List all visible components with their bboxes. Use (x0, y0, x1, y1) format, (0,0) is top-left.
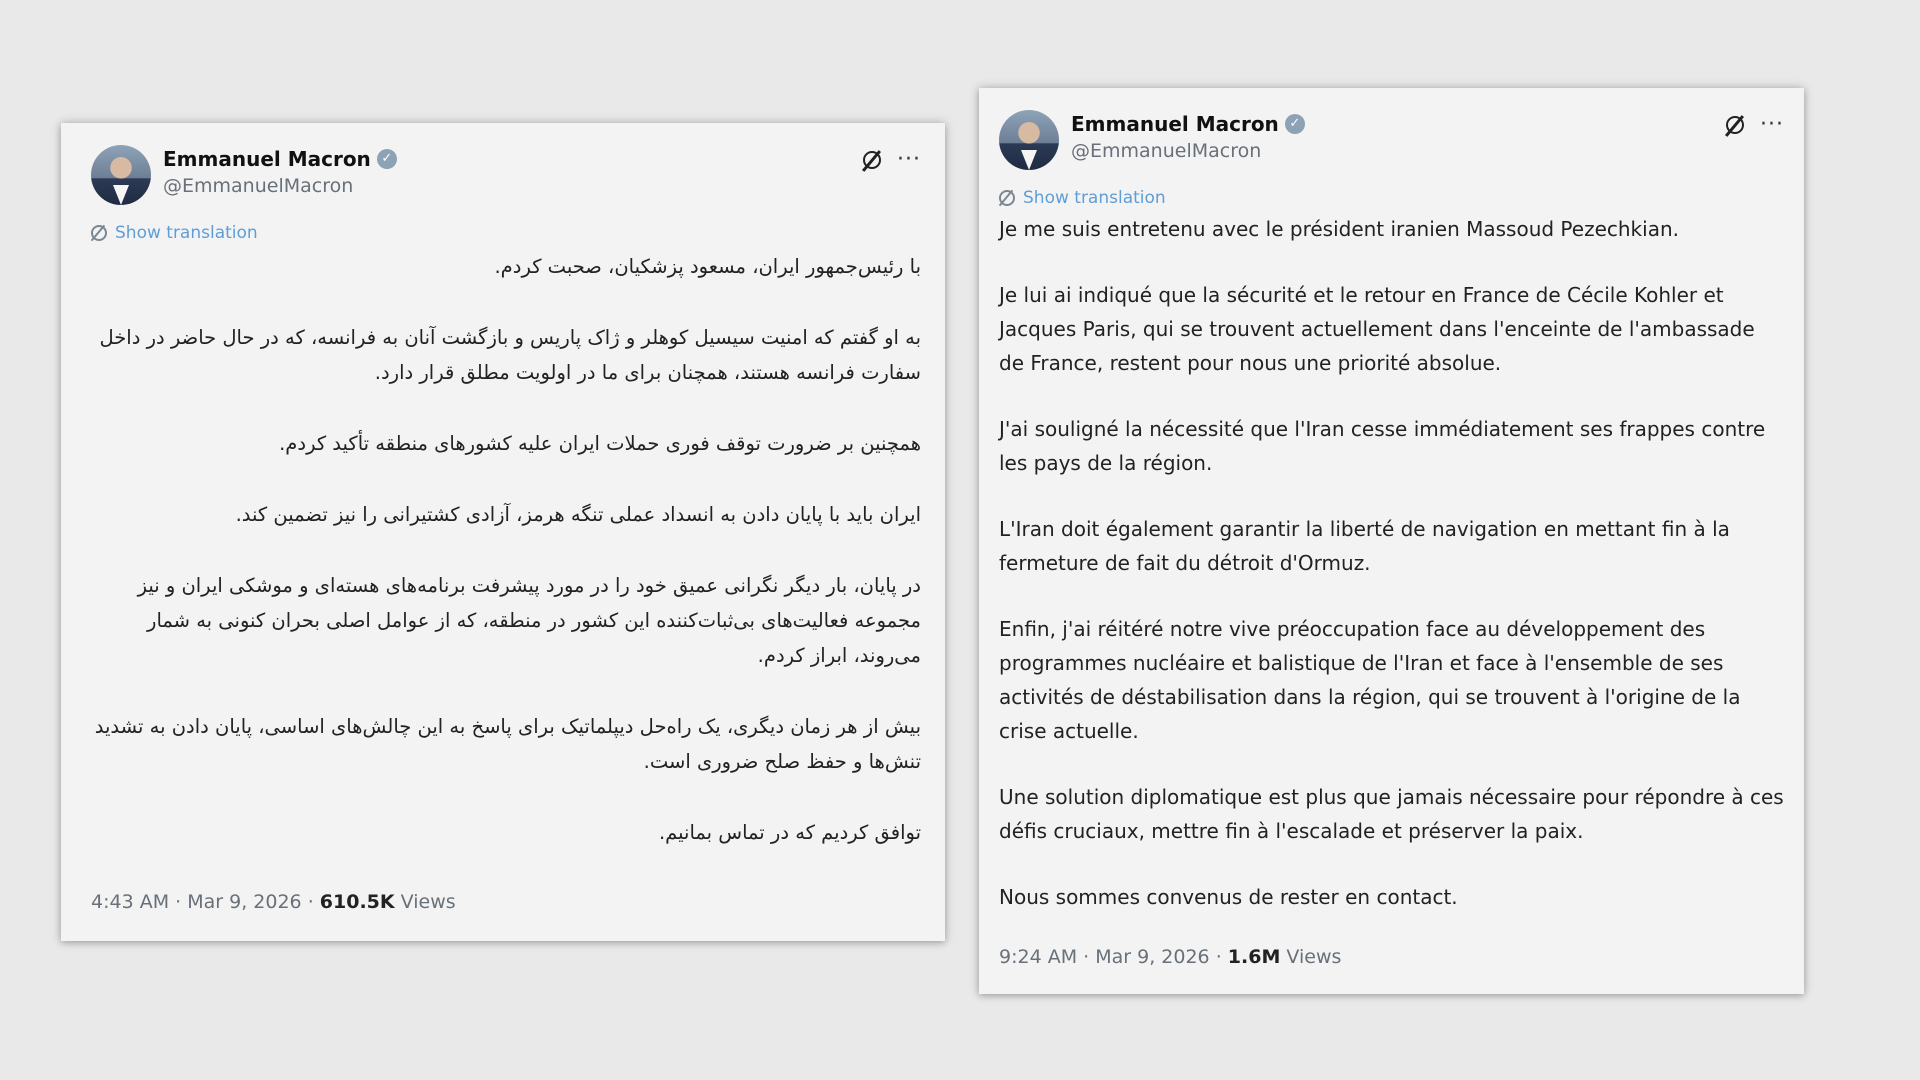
author-block (163, 147, 397, 197)
post-paragraph: بیش از هر زمان دیگری، یک راه‌حل دیپلماتیک برای پاسخ به این چالش‌های اساسی، پایان دادن به تشدید تنش‌ها و حفظ صلح ضروری است. (94, 715, 921, 773)
grok-icon[interactable] (863, 151, 881, 169)
post-paragraph: همچنین بر ضرورت توقف فوری حملات ایران علیه کشورهای منطقه تأکید کردم. (279, 432, 921, 455)
translate-icon (999, 190, 1015, 206)
post-paragraph: ایران باید با پایان دادن به انسداد عملی تنگه هرمز، آزادی کشتیرانی را نیز تضمین کند. (235, 503, 921, 526)
views-count: 610.5K (319, 891, 395, 913)
post-header (91, 145, 921, 211)
post-card-persian (61, 123, 945, 941)
post-paragraph: Une solution diplomatique est plus que jamais nécessaire pour répondre à ces défis cruciaux, mettre fin à l'escalade et préserver la paix. (999, 785, 1784, 843)
post-text (91, 249, 921, 850)
show-translation-link[interactable]: Show translation (115, 223, 258, 243)
author-name[interactable]: Emmanuel Macron (163, 147, 371, 171)
avatar[interactable] (91, 145, 151, 205)
post-card-french (979, 88, 1804, 994)
grok-icon[interactable] (1726, 116, 1744, 134)
verified-badge-icon: ✓ (377, 149, 397, 169)
avatar[interactable] (999, 110, 1059, 170)
author-handle[interactable]: @EmmanuelMacron (163, 175, 354, 197)
post-date[interactable]: Mar 9, 2026 (187, 891, 302, 913)
post-text (999, 212, 1784, 914)
post-paragraph: توافق کردیم که در تماس بمانیم. (658, 821, 921, 844)
post-paragraph: در پایان، بار دیگر نگرانی عمیق خود را در مورد پیشرفت برنامه‌های هسته‌ای و موشکی ایران و نیز مجموعه فعالیت‌های بی‌ثبات‌کننده این کشور در منطقه، که از عوامل اصلی بحران کنونی به شمار می‌روند، ابراز کردم. (137, 574, 921, 667)
post-paragraph: J'ai souligné la nécessité que l'Iran cesse immédiatement ses frappes contre les pays de la région. (999, 417, 1766, 475)
post-paragraph: با رئیس‌جمهور ایران، مسعود پزشکیان، صحبت کردم. (494, 255, 921, 278)
post-actions (1726, 112, 1784, 137)
translate-icon (91, 225, 107, 241)
post-meta: 9:24 AM · Mar 9, 2026 · 1.6M Views (999, 946, 1342, 968)
post-meta: 4:43 AM · Mar 9, 2026 · 610.5K Views (91, 891, 456, 913)
verified-badge-icon: ✓ (1285, 114, 1305, 134)
translation-row (91, 221, 921, 245)
post-paragraph: Enfin, j'ai réitéré notre vive préoccupation face au développement des programmes nucléaire et balistique de l'Iran et face à l'ensemble de ses activités de déstabilisation dans la région, qui se trouvent à l'origine de la crise actuelle. (999, 617, 1741, 743)
post-time[interactable]: 4:43 AM (91, 891, 170, 913)
post-header (999, 110, 1784, 176)
post-actions (863, 147, 921, 172)
post-paragraph: Je lui ai indiqué que la sécurité et le retour en France de Cécile Kohler et Jacques Paris, qui se trouvent actuellement dans l'enceinte de l'ambassade de France, restent pour nous une priorité absolue. (999, 283, 1755, 375)
views-count: 1.6M (1227, 946, 1281, 968)
post-paragraph: Nous sommes convenus de rester en contact. (999, 885, 1458, 909)
author-handle[interactable]: @EmmanuelMacron (1071, 140, 1262, 162)
more-options-icon[interactable]: ··· (1760, 112, 1784, 137)
author-name[interactable]: Emmanuel Macron (1071, 112, 1279, 136)
author-block (1071, 112, 1305, 162)
post-time[interactable]: 9:24 AM (999, 946, 1078, 968)
show-translation-link[interactable]: Show translation (1023, 188, 1166, 208)
post-paragraph: Je me suis entretenu avec le président iranien Massoud Pezechkian. (999, 217, 1679, 241)
post-paragraph: به او گفتم که امنیت سیسیل کوهلر و ژاک پاریس و بازگشت آنان به فرانسه، که در حال حاضر در داخل سفارت فرانسه هستند، همچنان برای ما در اولویت مطلق قرار دارد. (99, 326, 921, 384)
views-label: Views (400, 891, 456, 913)
more-options-icon[interactable]: ··· (897, 147, 921, 172)
post-date[interactable]: Mar 9, 2026 (1095, 946, 1210, 968)
translation-row (999, 186, 1784, 210)
views-label: Views (1286, 946, 1342, 968)
post-paragraph: L'Iran doit également garantir la liberté de navigation en mettant fin à la fermeture de fait du détroit d'Ormuz. (999, 517, 1730, 575)
